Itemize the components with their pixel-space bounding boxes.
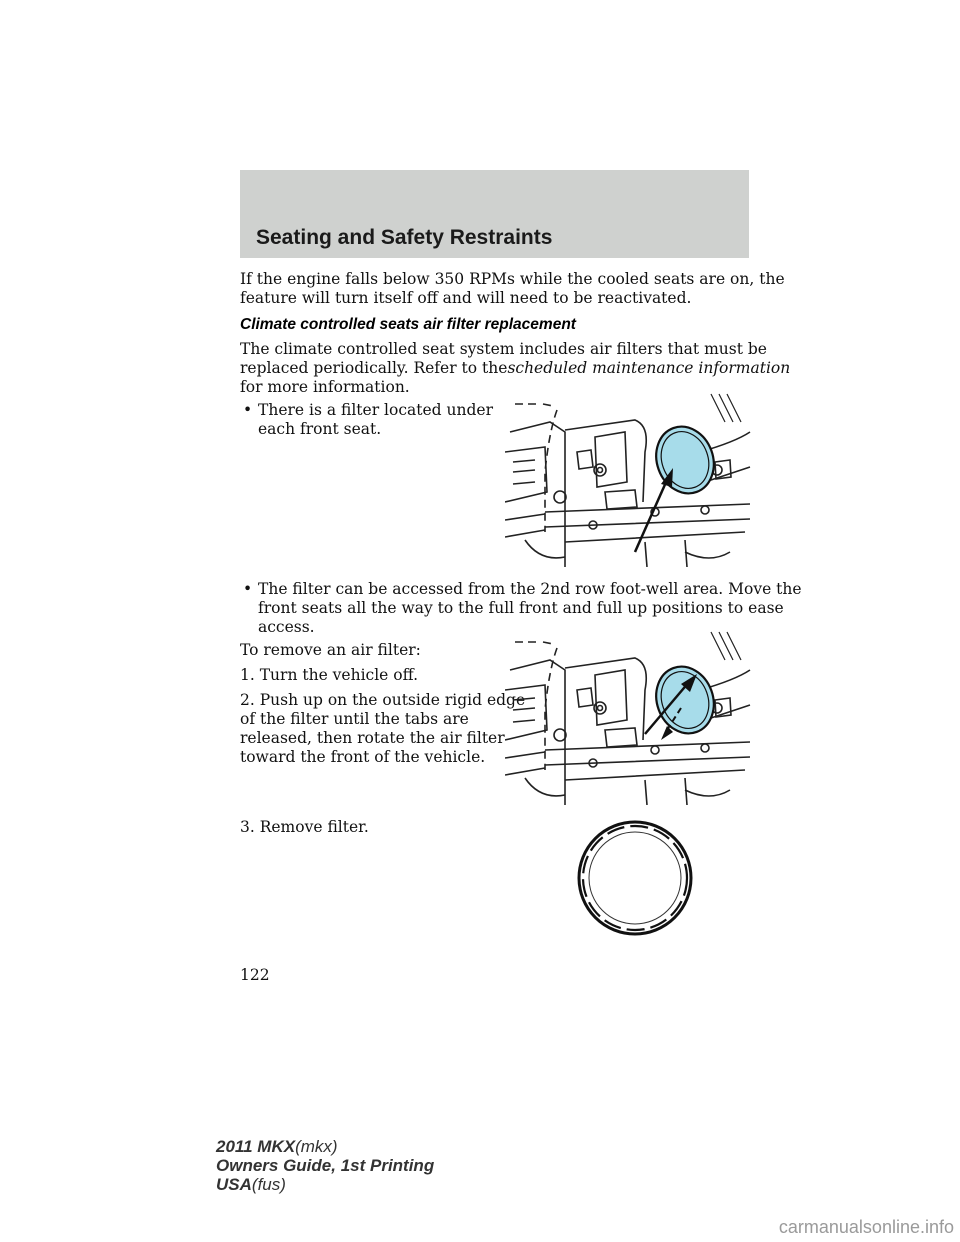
air-filter-illustration	[575, 818, 695, 938]
footer-model-code: (mkx)	[295, 1137, 338, 1156]
filter-rotation-illustration	[505, 630, 755, 805]
footer-line-2	[216, 1156, 434, 1175]
bullet-1-line-1: There is a filter located under	[258, 401, 493, 419]
footer-line-3	[216, 1175, 434, 1194]
site-watermark: carmanualsonline.info	[778, 1217, 954, 1237]
step-2-line-2: of the filter until the tabs are	[240, 710, 469, 728]
step-3: 3. Remove filter.	[240, 818, 369, 836]
remove-intro: To remove an air filter:	[240, 641, 421, 659]
bullet-marker-1: •	[243, 401, 253, 419]
step-1: 1. Turn the vehicle off.	[240, 666, 418, 684]
bullet-2-line-1: The filter can be accessed from the 2nd row foot-well area. Move the	[258, 580, 802, 598]
footer-market-code: (fus)	[251, 1175, 286, 1194]
filter-location-illustration	[505, 392, 755, 567]
intro-line-1: If the engine falls below 350 RPMs while the cooled seats are on, the	[240, 270, 785, 288]
intro-line-2: feature will turn itself off and will need to be reactivated.	[240, 289, 692, 307]
para-line-2	[240, 359, 790, 378]
footer-market: USA	[216, 1175, 252, 1194]
footer-model: 2011 MKX	[216, 1137, 296, 1156]
para-line-3: for more information.	[240, 378, 410, 396]
section-title: Seating and Safety Restraints	[256, 226, 553, 249]
footer-guide-title: Owners Guide, 1st Printing	[216, 1156, 435, 1175]
bullet-2-line-2: front seats all the way to the full front and full up positions to ease	[258, 599, 784, 617]
page-number: 122	[240, 966, 270, 984]
document-footer	[216, 1137, 434, 1194]
maintenance-reference-link: scheduled maintenance information	[507, 359, 791, 377]
bullet-1-line-2: each front seat.	[258, 420, 382, 438]
para-line-1: The climate controlled seat system includes air filters that must be	[240, 340, 767, 358]
bullet-marker-2: •	[243, 580, 253, 598]
subheading: Climate controlled seats air filter replacement	[240, 316, 576, 333]
para-line-2-text: replaced periodically. Refer to the	[240, 359, 508, 377]
bullet-2-line-3: access.	[258, 618, 315, 636]
step-2-line-3: released, then rotate the air filter	[240, 729, 505, 747]
step-2-line-4: toward the front of the vehicle.	[240, 748, 486, 766]
step-2-line-1: 2. Push up on the outside rigid edge	[240, 691, 526, 709]
footer-line-1	[216, 1137, 434, 1156]
